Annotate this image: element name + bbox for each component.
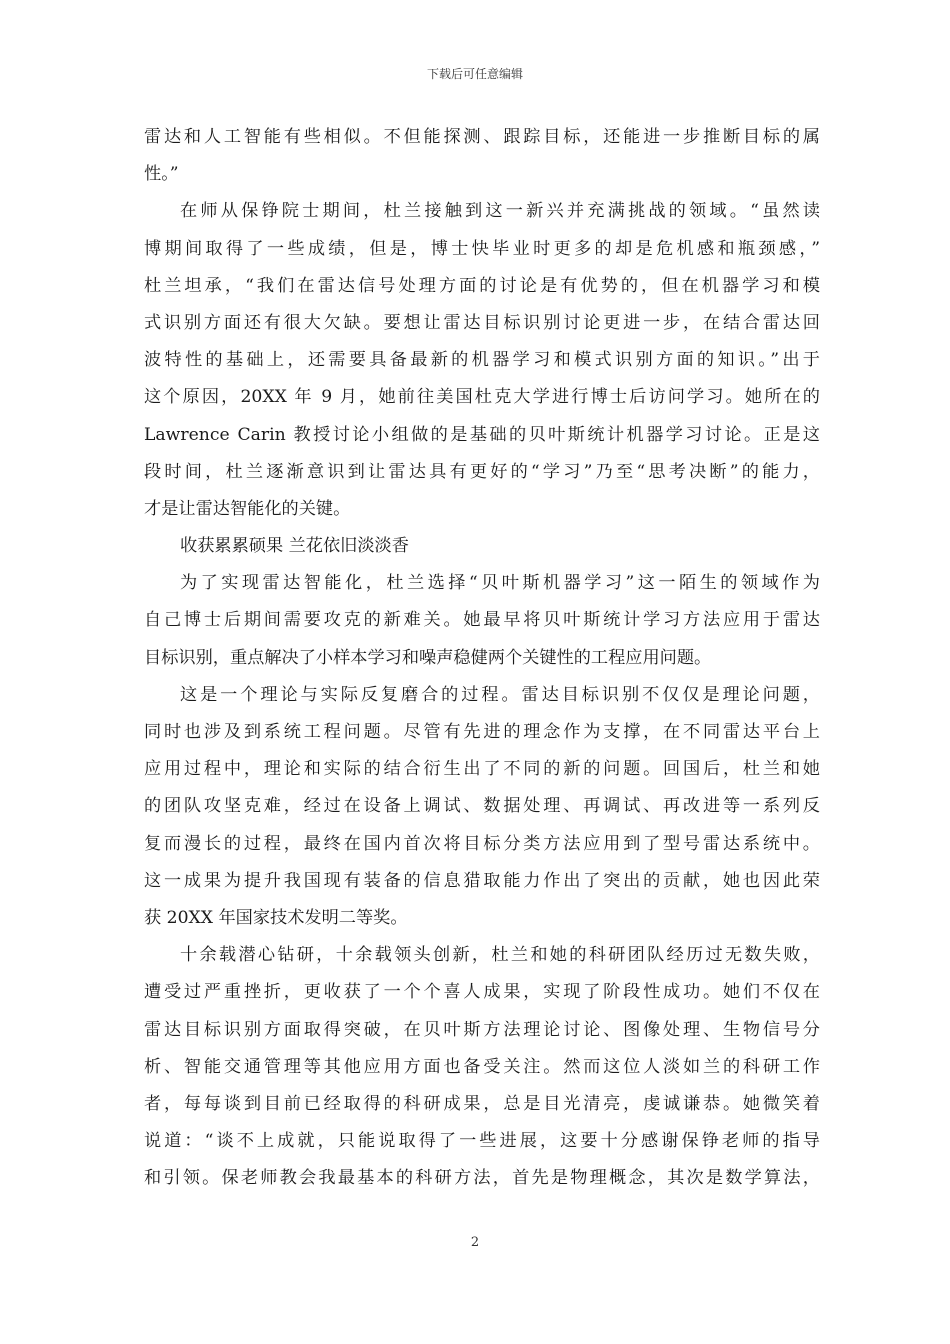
text-line: 析、智能交通管理等其他应用方面也备受关注。然而这位人淡如兰的科研工作 <box>144 1056 820 1077</box>
text-line: 应用过程中，理论和实际的结合衍生出了不同的新的问题。回国后，杜兰和她 <box>144 759 820 780</box>
text-line: 雷达和人工智能有些相似。不但能探测、跟踪目标，还能进一步推断目标的属 <box>144 127 820 147</box>
text-line: 杜兰坦承，“我们在雷达信号处理方面的讨论是有优势的，但在机器学习和模 <box>144 275 820 296</box>
text-line: 目标识别，重点解决了小样本学习和噪声稳健两个关键性的工程应用问题。 <box>144 647 712 668</box>
page-header: 下载后可任意编辑 <box>426 67 523 81</box>
page-number: 2 <box>470 1235 480 1250</box>
text-line: 式识别方面还有很大欠缺。要想让雷达目标识别讨论更进一步，在结合雷达回 <box>144 312 820 333</box>
text-line: 同时也涉及到系统工程问题。尽管有先进的理念作为支撑，在不同雷达平台上 <box>144 722 820 742</box>
body-text <box>144 119 820 1197</box>
text-line: 才是让雷达智能化的关键。 <box>144 498 351 519</box>
text-line: 段时间，杜兰逐渐意识到让雷达具有更好的“学习”乃至“思考决断”的能力， <box>144 461 820 482</box>
text-line: 波特性的基础上，还需要具备最新的机器学习和模式识别方面的知识。”出于 <box>144 350 820 371</box>
text-line: 的团队攻坚克难，经过在设备上调试、数据处理、再调试、再改进等一系列反 <box>144 796 820 817</box>
text-line: 雷达目标识别方面取得突破，在贝叶斯方法理论讨论、图像处理、生物信号分 <box>144 1019 820 1040</box>
text-line: Lawrence Carin 教授讨论小组做的是基础的贝叶斯统计机器学习讨论。正是这 <box>144 424 820 445</box>
text-line: 自己博士后期间需要攻克的新难关。她最早将贝叶斯统计学习方法应用于雷达 <box>144 610 820 631</box>
text-line: 在师从保铮院士期间，杜兰接触到这一新兴并充满挑战的领域。“虽然读 <box>180 201 820 222</box>
text-line: 遭受过严重挫折，更收获了一个个喜人成果，实现了阶段性成功。她们不仅在 <box>144 982 820 1003</box>
text-line: 和引领。保老师教会我最基本的科研方法，首先是物理概念，其次是数学算法， <box>144 1168 820 1189</box>
text-line: 者，每每谈到目前已经取得的科研成果，总是目光清亮，虔诚谦恭。她微笑着 <box>144 1093 820 1114</box>
text-line: 这个原因，20XX 年 9 月，她前往美国杜克大学进行博士后访问学习。她所在的 <box>144 387 820 408</box>
text-line: 这是一个理论与实际反复磨合的过程。雷达目标识别不仅仅是理论问题， <box>180 684 820 705</box>
text-line: 博期间取得了一些成绩，但是，博士快毕业时更多的却是危机感和瓶颈感，” <box>144 238 820 259</box>
text-line: 性。” <box>144 164 179 185</box>
text-line: 十余载潜心钻研，十余载领头创新，杜兰和她的科研团队经历过无数失败， <box>180 945 820 966</box>
text-line: 复而漫长的过程，最终在国内首次将目标分类方法应用到了型号雷达系统中。 <box>144 833 820 854</box>
text-line: 获 20XX 年国家技术发明二等奖。 <box>144 907 408 928</box>
text-line: 为了实现雷达智能化，杜兰选择“贝叶斯机器学习”这一陌生的领域作为 <box>180 573 820 594</box>
section-heading: 收获累累硕果 兰花依旧淡淡香 <box>180 536 409 557</box>
text-line: 这一成果为提升我国现有装备的信息猎取能力作出了突出的贡献，她也因此荣 <box>144 870 820 891</box>
text-line: 说道：“谈不上成就，只能说取得了一些进展，这要十分感谢保铮老师的指导 <box>144 1131 820 1152</box>
